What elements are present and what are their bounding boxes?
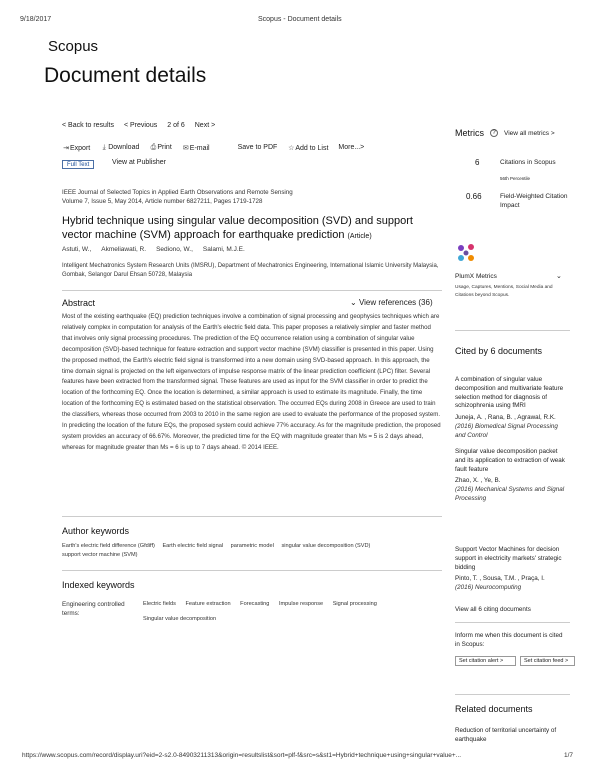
result-position: 2 of 6 — [167, 122, 185, 129]
percentile-label: 56th Percentile — [500, 176, 531, 181]
print-date: 9/18/2017 — [20, 16, 52, 23]
keyword-link[interactable]: Feature extraction — [185, 601, 231, 607]
keyword-link[interactable]: parametric model — [230, 543, 274, 549]
divider — [62, 290, 442, 291]
citing-document-authors: Zhao, X. , Ye, B. — [455, 477, 501, 485]
back-to-results-link[interactable]: < Back to results — [62, 122, 114, 129]
print-url: https://www.scopus.com/record/display.uri?eid=2-s2.0-84903211313&origin=resultslist&sort=plf-f&src=s&st1=Hybrid+technique+using+singular+value+... — [22, 752, 462, 759]
view-at-publisher-link[interactable]: View at Publisher — [112, 159, 166, 166]
plumx-metrics-label[interactable]: PlumX Metrics — [455, 273, 497, 280]
view-all-metrics-link[interactable]: View all metrics > — [504, 129, 555, 137]
scopus-logo[interactable]: Scopus — [48, 38, 99, 55]
source-details: Volume 7, Issue 5, May 2014, Article number 6827211, Pages 1719-1728 — [62, 198, 263, 205]
star-icon: ☆ — [288, 145, 295, 152]
affiliation: Intelligent Mechatronics System Research Units (IMSRU), Department of Mechatronics Engineering, International Islamic University Malaysia, Gombak, Selangor Darul Ehsan 50728, Malaysia — [62, 263, 439, 278]
citation-alert-prompt: Inform me when this document is cited in Scopus: — [455, 632, 563, 648]
citing-document-source: (2016) Biomedical Signal Processing and Control — [455, 422, 558, 439]
abstract-text: Most of the existing earthquake (EQ) prediction techniques involve a combination of signal processing and geophysics techniques which are relatively complex in computation for analysis of the Earth's electric field data. This paper proposes a relatively simpler and faster method that involves only signal processing procedures. The prediction of the EQ occurrence relation using a combination of singular value decomposition (SVD)-based technique for feature extraction and support vector machine (SVM) classifier is presented in this paper. Using the proposed method, the Earth's electric field signal is transformed into a new domain using SVD-based approach. In this approach, the time domain signal is projected on the left eigenvectors of impulse response matrix of the linear prediction coefficient (LPC) filter. Several features have been extracted from the transformed signal. These features are used as input for the SVM classifier in order to predict the location of the forthcoming EQ. Once the location is determined, a similar approach is used to estimate its magnitude. Finally, the time location of the forthcoming EQ is estimated based on the statistical observation. The occurred EQs during 2008 in Greece are used to train the classifiers, whereas those occurred from 2003 to 2010 in the same region are used to evaluate the performance of the proposed system. In predicting the location of the future EQs, the proposed system could achieve 77% accuracy. As for the magnitude prediction, the proposed system provides an accuracy of 66.67%. Moreover, the predicted time for the EQ with magnitude greater than Ms = 5 is 2 days ahead, whereas for magnitude greater than Ms = 6 is up to 7 days ahead. © 2014 IEEE. — [62, 313, 441, 451]
save-pdf-button[interactable]: Save to PDF — [237, 144, 278, 151]
abstract-heading: Abstract — [62, 298, 96, 308]
citing-document-title[interactable]: Support Vector Machines for decision support in electricity markets' strategic bidding — [455, 546, 562, 571]
fwci-label: Field-Weighted Citation Impact — [500, 193, 568, 209]
citations-label[interactable]: Citations in Scopus — [500, 159, 556, 166]
cited-by-heading: Cited by 6 documents — [455, 346, 543, 356]
divider — [62, 570, 442, 571]
more-button[interactable]: More...> — [338, 144, 365, 151]
previous-link[interactable]: < Previous — [123, 122, 158, 129]
help-icon[interactable]: ? — [490, 129, 498, 137]
chevron-down-icon[interactable]: ⌄ — [556, 273, 562, 280]
keyword-link[interactable]: Earth electric field signal — [162, 543, 224, 549]
plumx-icon — [455, 242, 477, 264]
metrics-header — [455, 128, 567, 138]
citations-count: 6 — [475, 158, 480, 167]
author-link[interactable]: Salami, M.J.E. — [202, 246, 245, 253]
keyword-link[interactable]: singular value decomposition (SVD) — [281, 543, 371, 549]
export-icon: ⇥ — [63, 145, 69, 152]
page-title: Document details — [44, 64, 207, 87]
set-citation-feed-button[interactable]: Set citation feed > — [520, 656, 575, 666]
view-references-link[interactable]: ⌄ View references (36) — [350, 298, 433, 307]
print-page-number: 1/7 — [564, 752, 574, 759]
citing-document-source: (2016) Neurocomputing — [455, 584, 522, 592]
email-button[interactable]: ✉E-mail — [182, 145, 210, 152]
view-all-citing-link[interactable]: View all 6 citing documents — [455, 606, 531, 613]
print-page-title: Scopus - Document details — [258, 16, 342, 23]
metrics-heading: Metrics — [455, 128, 484, 138]
divider — [62, 516, 442, 517]
author-link[interactable]: Sediono, W., — [156, 246, 193, 253]
citing-document-authors: Juneja, A. , Rana, B. , Agrawal, R.K. — [455, 414, 556, 422]
citing-document — [455, 376, 567, 441]
controlled-terms-label: Engineering controlled terms: — [62, 601, 125, 617]
divider — [455, 330, 570, 331]
result-navigation — [62, 122, 215, 129]
author-link[interactable]: Astuti, W., — [62, 246, 92, 253]
divider — [455, 694, 570, 695]
download-icon: ⤓ — [102, 144, 106, 151]
journal-title[interactable]: IEEE Journal of Selected Topics in Applied Earth Observations and Remote Sensing — [62, 189, 293, 196]
keyword-link[interactable]: Singular value decomposition — [143, 616, 217, 622]
print-icon: ⎙ — [150, 144, 157, 151]
citing-document — [455, 448, 567, 504]
author-list — [62, 246, 245, 253]
keyword-link[interactable]: support vector machine (SVM) — [62, 552, 138, 558]
email-icon: ✉ — [182, 145, 189, 152]
citing-document-title[interactable]: Singular value decomposition packet and its application to extraction of weak fault feature — [455, 448, 565, 473]
indexed-keywords-heading: Indexed keywords — [62, 580, 135, 590]
citing-document — [455, 546, 567, 593]
next-link[interactable]: Next > — [194, 122, 216, 129]
download-button[interactable]: ⤓ Download — [100, 144, 139, 152]
export-button[interactable]: ⇥Export — [63, 145, 91, 152]
document-toolbar — [62, 144, 364, 152]
related-documents-heading: Related documents — [455, 704, 533, 714]
citing-document-source: (2016) Mechanical Systems and Signal Processing — [455, 486, 565, 502]
keyword-link[interactable]: Earth's electric field difference (Gfdiff) — [62, 543, 155, 549]
print-button[interactable]: ⎙Print — [150, 144, 172, 151]
full-text-button[interactable]: Full Text — [62, 160, 94, 169]
fwci-value: 0.66 — [466, 192, 482, 201]
keyword-link[interactable]: Impulse response — [278, 601, 324, 607]
citing-document-title[interactable]: A combination of singular value decomposition and multivariate feature selection method for diagnosis of schizophrenia using fMRI — [455, 376, 564, 410]
plumx-description: Usage, Captures, Mentions, Social Media and Citations beyond Scopus. — [455, 285, 553, 298]
indexed-keywords-list — [143, 600, 443, 624]
citing-document-authors: Pinto, T. , Sousa, T.M. , Praça, I. — [455, 575, 545, 583]
add-to-list-button[interactable]: ☆Add to List — [288, 145, 329, 152]
source-info — [62, 188, 422, 206]
chevron-down-icon: ⌄ — [350, 298, 357, 307]
keyword-link[interactable]: Signal processing — [332, 601, 377, 607]
author-keywords-list — [62, 542, 442, 560]
keyword-link[interactable]: Forecasting — [240, 601, 270, 607]
keyword-link[interactable]: Electric fields — [143, 601, 176, 607]
divider — [455, 622, 570, 623]
related-document-title[interactable]: Reduction of territorial uncertainty of earthquake — [455, 727, 557, 743]
article-title: Hybrid technique using singular value decomposition (SVD) and support vector machine (SVM) approach for earthquake prediction (Article) — [62, 215, 413, 241]
document-type: (Article) — [347, 233, 372, 240]
author-link[interactable]: Akmeliawati, R. — [101, 246, 147, 253]
author-keywords-heading: Author keywords — [62, 526, 130, 536]
set-citation-alert-button[interactable]: Set citation alert > — [455, 656, 516, 666]
